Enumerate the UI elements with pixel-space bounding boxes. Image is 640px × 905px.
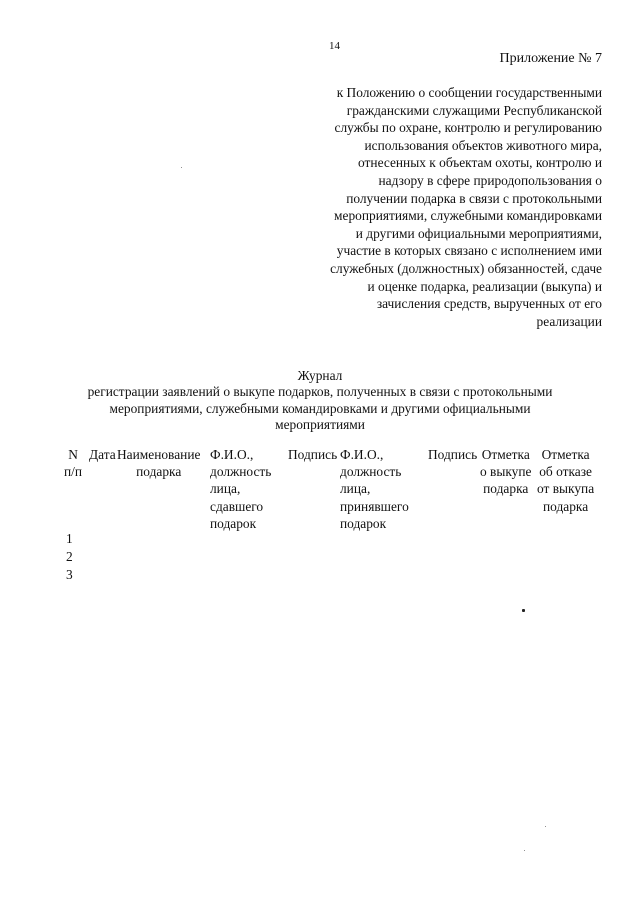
column-header-line: Ф.И.О., bbox=[210, 447, 254, 462]
column-header-signature-2 bbox=[428, 446, 477, 463]
scan-speck bbox=[524, 850, 525, 851]
appendix-text bbox=[302, 84, 602, 330]
appendix-line: реализации bbox=[536, 313, 602, 329]
column-header-signature-1 bbox=[288, 446, 337, 463]
column-header-line: Подпись bbox=[288, 447, 338, 462]
row-number: 1 bbox=[66, 531, 73, 546]
scan-speck bbox=[181, 167, 182, 168]
column-header-giver bbox=[210, 446, 271, 532]
column-header-line: сдавшего bbox=[210, 498, 264, 514]
row-number: 3 bbox=[66, 567, 73, 582]
column-header-line: от выкупа bbox=[537, 481, 595, 497]
appendix-line: получении подарка в связи с протокольными bbox=[346, 190, 602, 206]
appendix-line: участие в которых связано с исполнением ими bbox=[336, 243, 602, 259]
appendix-line: отнесенных к объектам охоты, контролю и bbox=[358, 155, 602, 171]
registration-table bbox=[0, 446, 640, 586]
column-header-line: N bbox=[68, 447, 78, 462]
journal-subtitle-line: мероприятиями, служебными командировками и другими официальными bbox=[109, 400, 531, 416]
column-header-line: должность bbox=[340, 464, 402, 480]
column-header-line: Наименование bbox=[117, 447, 201, 462]
scan-speck bbox=[522, 609, 525, 612]
column-header-number bbox=[64, 446, 82, 480]
appendix-line: использования объектов животного мира, bbox=[364, 137, 602, 153]
column-header-line: Отметка bbox=[541, 447, 590, 462]
column-header-receiver bbox=[340, 446, 409, 532]
appendix-line: к Положению о сообщении государственными bbox=[336, 85, 602, 100]
column-header-line: Ф.И.О., bbox=[340, 447, 384, 462]
journal-subtitle bbox=[0, 384, 640, 434]
journal-subtitle-line: мероприятиями bbox=[275, 417, 365, 432]
appendix-line: и другими официальными мероприятиями, bbox=[355, 225, 602, 241]
column-header-line: лица, bbox=[210, 481, 241, 497]
column-header-purchase-mark bbox=[480, 446, 531, 498]
column-header-gift-name bbox=[117, 446, 200, 480]
column-header-line: лица, bbox=[340, 481, 371, 497]
journal-title: Журнал bbox=[297, 368, 343, 383]
column-header-line: подарка bbox=[542, 498, 589, 514]
column-header-refusal-mark bbox=[537, 446, 594, 515]
journal-subtitle-line: регистрации заявлений о выкупе подарков, полученных в связи с протокольными bbox=[87, 384, 553, 399]
appendix-line: и оценке подарка, реализации (выкупа) и bbox=[367, 278, 602, 294]
appendix-line: зачисления средств, вырученных от его bbox=[376, 296, 602, 312]
appendix-line: служебных (должностных) обязанностей, сдаче bbox=[330, 260, 602, 276]
page-number: 14 bbox=[329, 40, 340, 52]
appendix-line: надзору в сфере природопользования о bbox=[378, 172, 602, 188]
column-header-line: принявшего bbox=[340, 498, 409, 514]
column-header-line: подарок bbox=[340, 515, 387, 531]
scan-speck bbox=[545, 826, 546, 827]
appendix-line: мероприятиями, служебными командировками bbox=[334, 208, 602, 224]
column-header-line: подарок bbox=[210, 515, 257, 531]
column-header-line: Подпись bbox=[428, 447, 478, 462]
appendix-line: службы по охране, контролю и регулированию bbox=[334, 120, 602, 136]
column-header-line: о выкупе bbox=[480, 464, 532, 480]
column-header-line: Отметка bbox=[481, 447, 530, 462]
row-number: 2 bbox=[66, 549, 73, 564]
column-header-line: подарка bbox=[483, 481, 529, 497]
column-header-date bbox=[89, 446, 116, 463]
column-header-line: подарка bbox=[136, 464, 182, 480]
column-header-line: об отказе bbox=[539, 464, 592, 480]
appendix-title: Приложение № 7 bbox=[499, 51, 602, 66]
column-header-line: п/п bbox=[64, 464, 83, 480]
appendix-line: гражданскими служащими Республиканской bbox=[346, 102, 602, 118]
column-header-line: должность bbox=[210, 464, 272, 480]
column-header-line: Дата bbox=[89, 447, 116, 462]
